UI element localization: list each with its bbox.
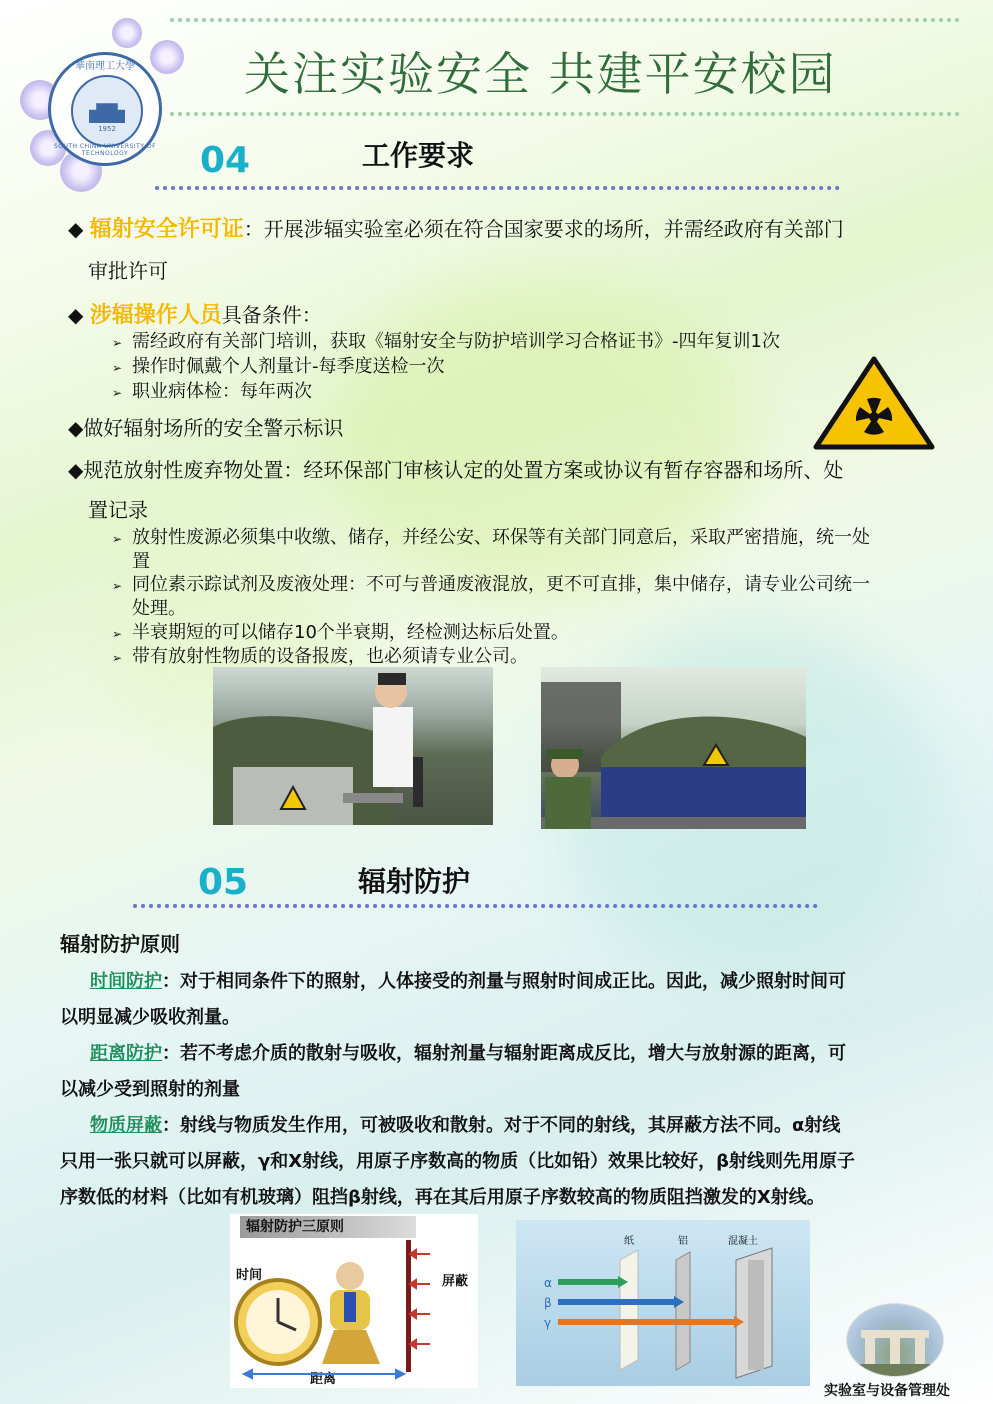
photo-worker-radiation-source (213, 667, 493, 825)
background-blob (330, 280, 750, 600)
requirement-license (68, 209, 948, 250)
list-item (112, 573, 870, 598)
alpha-label: α (544, 1276, 552, 1290)
shield-label: 屏蔽 (442, 1274, 469, 1289)
principle-distance (90, 1036, 846, 1072)
requirement-key: 辐射安全许可证 (89, 217, 244, 242)
list-item-text: 处理。 (132, 598, 186, 619)
flower-decoration (112, 18, 142, 48)
arrow-icon: ➢ (112, 361, 123, 375)
requirement-text-cont: 置记录 (88, 498, 148, 522)
bullet-icon: ◆ (68, 217, 84, 241)
principle-text: ：若不考虑介质的散射与吸收，辐射剂量与辐射距离成反比，增大与放射源的距离，可 (162, 1043, 846, 1064)
campus-gate-image (846, 1303, 944, 1377)
arrow-icon: ➢ (112, 336, 123, 350)
list-item-text: 带有放射性物质的设备报废，也必须请专业公司。 (132, 646, 528, 667)
paper-label: 纸 (624, 1236, 634, 1247)
principle-text-cont: 以减少受到照射的剂量 (60, 1079, 240, 1100)
requirement-key: 涉辐操作人员 (89, 303, 222, 328)
list-item-text: 半衰期短的可以储存10个半衰期，经检测达标后处置。 (132, 622, 569, 643)
requirement-warning-signs: ◆做好辐射场所的安全警示标识 (68, 416, 344, 440)
subsection-title: 辐射防护原则 (60, 932, 180, 956)
logo-subtext: SOUTH CHINA UNIVERSITY OF TECHNOLOGY (53, 143, 157, 157)
distance-label: 距离 (310, 1372, 337, 1387)
principle-text: ：射线与物质发生作用，可被吸收和散射。对于不同的射线，其屏蔽方法不同。α射线 (162, 1115, 841, 1136)
penetration-illustration (516, 1220, 810, 1386)
radiation-warning-icon (812, 355, 936, 451)
arrow-icon: ➢ (112, 386, 123, 400)
principle-text-cont: 序数低的材料（比如有机玻璃）阻挡β射线，再在其后用原子序数较高的物质阻挡激发的X射线。 (60, 1187, 825, 1208)
section-divider (133, 904, 818, 908)
photo-illustration (541, 667, 806, 829)
list-item-text: 置 (132, 551, 150, 572)
requirement-text: 具备条件： (221, 303, 322, 327)
concrete-label: 混凝土 (728, 1236, 758, 1247)
logo-name: 華南理工大學 (75, 61, 135, 72)
aluminum-label: 铝 (678, 1236, 688, 1247)
principle-key: 时间防护 (90, 971, 162, 992)
requirement-text: ：开展涉辐实验室必须在符合国家要求的场所，并需经政府有关部门 (243, 217, 844, 241)
list-item (112, 621, 569, 646)
list-item-text: 放射性废源必须集中收缴、储存，并经公安、环保等有关部门同意后，采取严密措施，统一处 (132, 527, 870, 548)
principle-shielding (90, 1108, 840, 1144)
section-title: 工作要求 (362, 139, 475, 172)
principle-text-cont: 只用一张只就可以屏蔽，γ和X射线，用原子序数高的物质（比如铅）效果比较好，β射线则先用原子 (60, 1151, 856, 1172)
photo-illustration (213, 667, 493, 825)
photo-transport-truck (541, 667, 806, 829)
arrow-icon: ➢ (112, 532, 123, 546)
principle-key: 距离防护 (90, 1043, 162, 1064)
diagram-title: 辐射防护三原则 (240, 1216, 416, 1238)
department-name: 实验室与设备管理处 (824, 1383, 950, 1399)
section-title: 辐射防护 (358, 865, 471, 898)
gate-illustration (847, 1304, 943, 1376)
list-item-text: 需经政府有关部门培训，获取《辐射安全与防护培训学习合格证书》-四年复训1次 (132, 331, 780, 352)
three-principles-diagram (230, 1214, 478, 1388)
arrow-icon: ➢ (112, 579, 123, 593)
list-item (112, 380, 312, 405)
principles-illustration (230, 1214, 478, 1388)
requirement-waste-disposal: ◆规范放射性废弃物处置：经环保部门审核认定的处置方案或协议有暂存容器和场所、处 (68, 458, 844, 482)
section-number: 04 (200, 140, 251, 181)
principle-text: ：对于相同条件下的照射，人体接受的剂量与照射时间成正比。因此，减少照射时间可 (162, 971, 846, 992)
arrow-icon: ➢ (112, 651, 123, 665)
radiation-penetration-diagram (516, 1220, 810, 1386)
university-logo (48, 52, 162, 166)
principle-key: 物质屏蔽 (90, 1115, 162, 1136)
logo-year: 1952 (98, 125, 116, 133)
gamma-label: γ (544, 1316, 552, 1330)
list-item (112, 355, 445, 380)
principle-text-cont: 以明显减少吸收剂量。 (60, 1007, 240, 1028)
section-number: 05 (198, 862, 249, 903)
principle-time (90, 964, 846, 1000)
requirement-text-cont: 审批许可 (88, 259, 168, 283)
list-item-text: 职业病体检：每年两次 (132, 381, 312, 402)
bullet-icon: ◆ (68, 303, 84, 327)
logo-emblem (71, 75, 143, 147)
section-divider (155, 186, 840, 190)
building-icon (89, 101, 125, 123)
list-item-text: 操作时佩戴个人剂量计-每季度送检一次 (132, 356, 445, 377)
arrow-icon: ➢ (112, 627, 123, 641)
time-label: 时间 (236, 1268, 263, 1283)
list-item-text: 同位素示踪试剂及废液处理：不可与普通废液混放，更不可直排，集中储存，请专业公司统一 (132, 574, 870, 595)
beta-label: β (544, 1296, 552, 1310)
page-title: 关注实验安全 共建平安校园 (244, 47, 837, 101)
list-item (112, 526, 870, 551)
list-item (112, 330, 780, 355)
